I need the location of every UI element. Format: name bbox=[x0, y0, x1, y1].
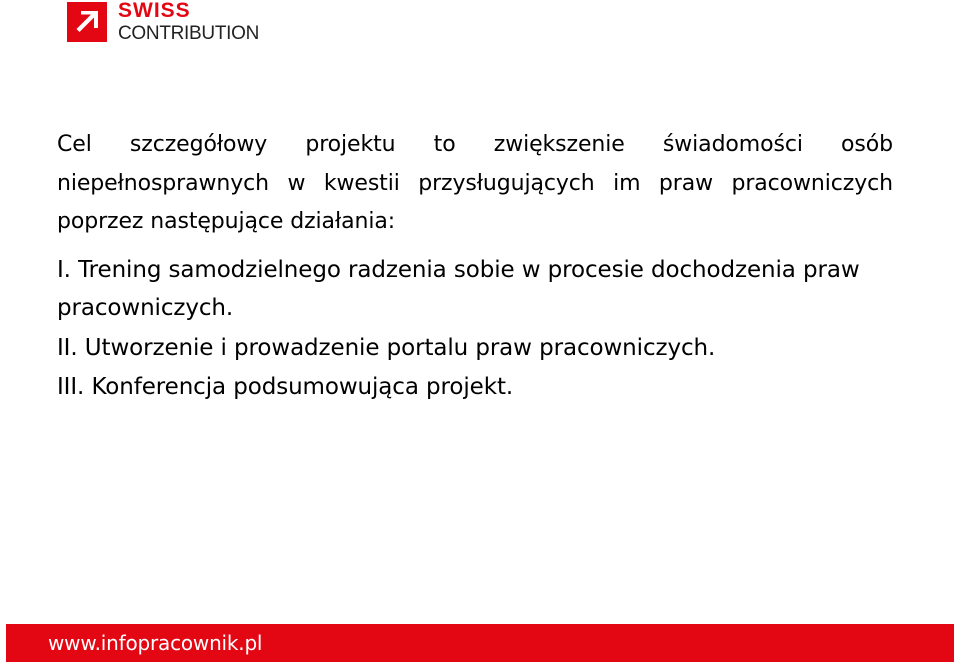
footer-url-link[interactable]: www.infopracownik.pl bbox=[48, 631, 263, 655]
list-item: III. Konferencja podsumowująca projekt. bbox=[57, 374, 514, 400]
slide-content bbox=[57, 126, 893, 408]
footer-bar bbox=[6, 624, 954, 662]
activities-list bbox=[57, 251, 893, 407]
logo-line-swiss: SWISS bbox=[118, 0, 191, 22]
logo-text bbox=[118, 2, 259, 43]
intro-paragraph: Cel szczegółowy projektu to zwiększenie świadomości osób niepełnosprawnych w kwestii przysługujących im praw pracowniczych poprzez następujące działania: bbox=[57, 132, 893, 234]
list-item: I. Trening samodzielnego radzenia sobie w procesie dochodzenia praw pracowniczych. bbox=[57, 256, 860, 321]
list-item: II. Utworzenie i prowadzenie portalu praw pracowniczych. bbox=[57, 334, 716, 361]
swiss-flag-icon bbox=[67, 2, 107, 42]
swiss-contribution-logo bbox=[67, 2, 259, 44]
logo-line-contribution: CONTRIBUTION bbox=[118, 23, 260, 44]
